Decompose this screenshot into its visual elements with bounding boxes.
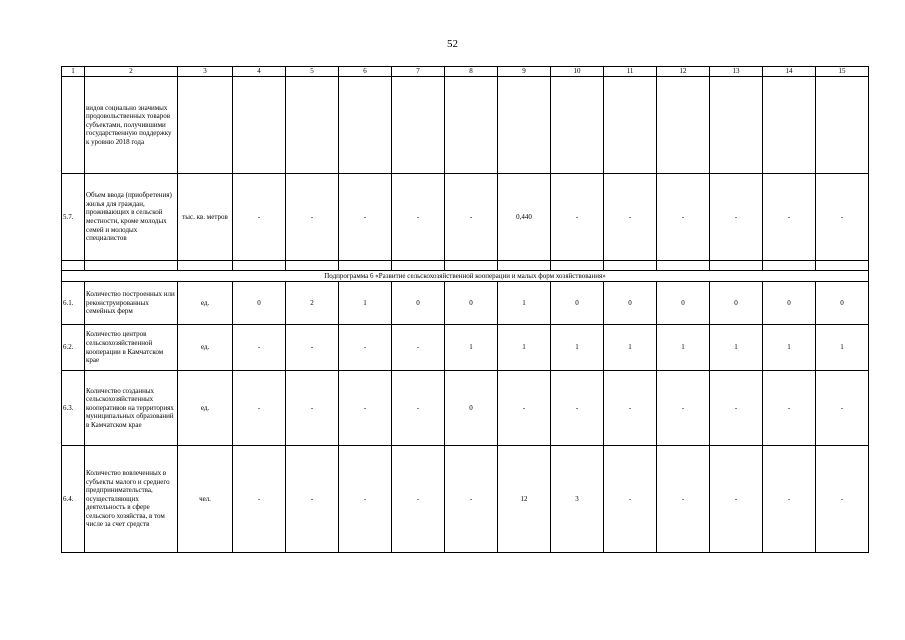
value-cell: -	[339, 371, 392, 446]
value-cell: -	[816, 174, 869, 261]
value-cell: -	[392, 325, 445, 371]
indicator-name: Количество центров сельскохозяйственной кооперации в Камчатском крае	[85, 325, 178, 371]
subprogram-title: Подпрограмма 6 «Развитие сельскохозяйственной кооперации и малых форм хозяйствования»	[62, 271, 869, 282]
value-cell: 12	[498, 446, 551, 553]
column-number-row	[62, 67, 869, 77]
value-cell: -	[604, 174, 657, 261]
value-cell: -	[763, 446, 816, 553]
table-row	[62, 174, 869, 261]
value-cell: -	[445, 174, 498, 261]
value-cell: 1	[763, 325, 816, 371]
value-cell	[339, 77, 392, 174]
indicator-name: Объем ввода (приобретения) жилья для граждан, проживающих в сельской местности, кроме молодых семей и молодых специалистов	[85, 174, 178, 261]
value-cell: -	[498, 371, 551, 446]
value-cell: -	[339, 446, 392, 553]
value-cell: -	[392, 446, 445, 553]
value-cell: 1	[339, 282, 392, 325]
value-cell: -	[392, 371, 445, 446]
empty-cell	[551, 261, 604, 271]
value-cell: -	[710, 446, 763, 553]
value-cell	[445, 77, 498, 174]
value-cell: -	[710, 174, 763, 261]
value-cell: -	[710, 371, 763, 446]
value-cell: 1	[445, 325, 498, 371]
column-number: 13	[710, 67, 763, 77]
value-cell: 0	[551, 282, 604, 325]
empty-cell	[392, 261, 445, 271]
page-number: 52	[447, 38, 458, 50]
table-row	[62, 77, 869, 174]
value-cell: -	[763, 371, 816, 446]
column-number: 6	[339, 67, 392, 77]
value-cell	[392, 77, 445, 174]
value-cell: -	[339, 325, 392, 371]
value-cell: 1	[604, 325, 657, 371]
value-cell: -	[286, 446, 339, 553]
unit: ед.	[178, 371, 233, 446]
value-cell	[710, 77, 763, 174]
value-cell	[657, 77, 710, 174]
value-cell: 1	[710, 325, 763, 371]
value-cell: -	[445, 446, 498, 553]
table-row	[62, 325, 869, 371]
subprogram-row	[62, 271, 869, 282]
unit: чел.	[178, 446, 233, 553]
value-cell: -	[604, 371, 657, 446]
empty-cell	[498, 261, 551, 271]
value-cell: -	[392, 174, 445, 261]
value-cell: 1	[498, 325, 551, 371]
value-cell: 1	[498, 282, 551, 325]
value-cell: -	[551, 174, 604, 261]
column-number: 5	[286, 67, 339, 77]
value-cell: 0	[604, 282, 657, 325]
column-number: 7	[392, 67, 445, 77]
indicator-name: видов социально значимых продовольственных товаров субъектами, получившими государственную поддержку к уровню 2018 года	[85, 77, 178, 174]
column-number: 1	[62, 67, 85, 77]
empty-cell	[604, 261, 657, 271]
value-cell: 0	[392, 282, 445, 325]
value-cell: 1	[551, 325, 604, 371]
empty-cell	[816, 261, 869, 271]
empty-cell	[62, 261, 85, 271]
unit: тыс. кв. метров	[178, 174, 233, 261]
table-row	[62, 446, 869, 553]
row-number: 6.3.	[62, 371, 85, 446]
indicators-table	[61, 66, 869, 553]
column-number: 8	[445, 67, 498, 77]
value-cell	[233, 77, 286, 174]
value-cell	[604, 77, 657, 174]
row-number: 6.1.	[62, 282, 85, 325]
row-number: 6.4.	[62, 446, 85, 553]
empty-cell	[85, 261, 178, 271]
empty-cell	[710, 261, 763, 271]
value-cell: -	[657, 446, 710, 553]
value-cell: 0	[233, 282, 286, 325]
value-cell: 0	[763, 282, 816, 325]
table-row	[62, 371, 869, 446]
column-number: 4	[233, 67, 286, 77]
value-cell: -	[286, 174, 339, 261]
empty-cell	[233, 261, 286, 271]
value-cell: -	[286, 325, 339, 371]
value-cell: 0	[445, 282, 498, 325]
empty-cell	[339, 261, 392, 271]
value-cell: -	[286, 371, 339, 446]
value-cell: -	[763, 174, 816, 261]
row-number	[62, 77, 85, 174]
indicator-name: Количество построенных или реконструированных семейных ферм	[85, 282, 178, 325]
value-cell: 2	[286, 282, 339, 325]
value-cell: -	[233, 371, 286, 446]
column-number: 9	[498, 67, 551, 77]
unit: ед.	[178, 325, 233, 371]
value-cell: -	[816, 371, 869, 446]
value-cell: 1	[657, 325, 710, 371]
value-cell: 1	[816, 325, 869, 371]
empty-row	[62, 261, 869, 271]
value-cell	[286, 77, 339, 174]
row-number: 6.2.	[62, 325, 85, 371]
value-cell: 3	[551, 446, 604, 553]
value-cell: -	[657, 371, 710, 446]
value-cell: -	[233, 174, 286, 261]
value-cell: -	[339, 174, 392, 261]
column-number: 3	[178, 67, 233, 77]
value-cell	[816, 77, 869, 174]
value-cell: 0	[657, 282, 710, 325]
value-cell	[763, 77, 816, 174]
value-cell: 0	[445, 371, 498, 446]
table-row	[62, 282, 869, 325]
indicator-name: Количество вовлеченных в субъекты малого и среднего предпринимательства, осуществляющих деятельность в сфере сельского хозяйства, в том числе за счет средств	[85, 446, 178, 553]
indicator-name: Количество созданных сельскохозяйственных кооперативов на территориях муниципальных образований в Камчатском крае	[85, 371, 178, 446]
unit	[178, 77, 233, 174]
value-cell	[498, 77, 551, 174]
column-number: 14	[763, 67, 816, 77]
value-cell: 0,440	[498, 174, 551, 261]
column-number: 2	[85, 67, 178, 77]
value-cell: -	[551, 371, 604, 446]
empty-cell	[657, 261, 710, 271]
empty-cell	[286, 261, 339, 271]
empty-cell	[445, 261, 498, 271]
value-cell: -	[657, 174, 710, 261]
value-cell: -	[816, 446, 869, 553]
column-number: 15	[816, 67, 869, 77]
column-number: 10	[551, 67, 604, 77]
empty-cell	[763, 261, 816, 271]
row-number: 5.7.	[62, 174, 85, 261]
value-cell: 0	[710, 282, 763, 325]
value-cell: -	[233, 325, 286, 371]
value-cell: -	[233, 446, 286, 553]
column-number: 11	[604, 67, 657, 77]
column-number: 12	[657, 67, 710, 77]
unit: ед.	[178, 282, 233, 325]
empty-cell	[178, 261, 233, 271]
value-cell: -	[604, 446, 657, 553]
value-cell: 0	[816, 282, 869, 325]
value-cell	[551, 77, 604, 174]
